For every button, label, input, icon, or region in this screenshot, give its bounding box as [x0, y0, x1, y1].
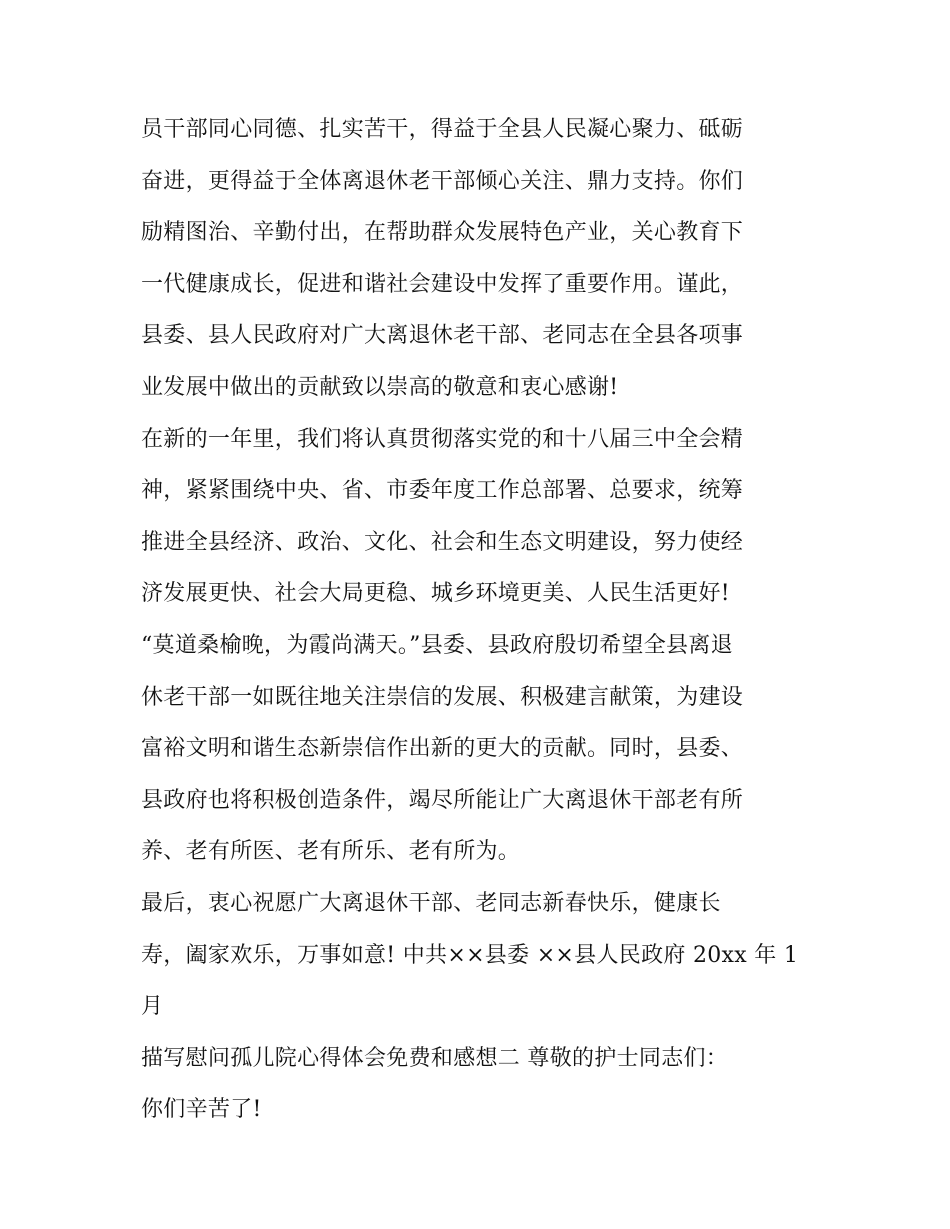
text-line: 在新的一年里，我们将认真贯彻落实党的和十八届三中全会精: [141, 426, 744, 452]
text-line: 休老干部一如既往地关注崇信的发展、积极建言献策，为建设: [141, 684, 744, 710]
text-line: 一代健康成长，促进和谐社会建设中发挥了重要作用。谨此，: [141, 271, 744, 297]
document-body: [141, 104, 821, 1136]
text-line: 励精图治、辛勤付出，在帮助群众发展特色产业，关心教育下: [141, 220, 744, 246]
text-line: 你们辛苦了!: [141, 1097, 262, 1123]
text-line: 推进全县经济、政治、文化、社会和生态文明建设，努力使经: [141, 529, 744, 555]
text-line: 业发展中做出的贡献致以崇高的敬意和衷心感谢!: [141, 374, 619, 400]
text-line: 描写慰问孤儿院心得体会免费和感想二 尊敬的护士同志们：: [141, 1045, 729, 1071]
text-line: 县委、县人民政府对广大离退休老干部、老同志在全县各项事: [141, 323, 744, 349]
text-line: 县政府也将积极创造条件，竭尽所能让广大离退休干部老有所: [141, 787, 744, 813]
text-line: 最后，衷心祝愿广大离退休干部、老同志新春快乐，健康长: [141, 890, 721, 916]
text-line: 济发展更快、社会大局更稳、城乡环境更美、人民生活更好!: [141, 581, 730, 607]
text-line: 富裕文明和谐生态新崇信作出新的更大的贡献。同时，县委、: [141, 736, 744, 762]
text-line: 奋进，更得益于全体离退休老干部倾心关注、鼎力支持。你们: [141, 168, 744, 194]
text-line: “莫道桑榆晚，为霞尚满天。”县委、县政府殷切希望全县离退: [141, 632, 733, 658]
text-line: 养、老有所医、老有所乐、老有所为。: [141, 839, 521, 865]
text-line: 月: [141, 994, 164, 1020]
text-line: 神，紧紧围绕中央、省、市委年度工作总部署、总要求，统筹: [141, 478, 744, 504]
text-line: 寿，阖家欢乐，万事如意! 中共××县委 ××县人民政府 20xx 年 1: [141, 942, 799, 968]
text-line: 员干部同心同德、扎实苦干，得益于全县人民凝心聚力、砥砺: [141, 117, 744, 142]
